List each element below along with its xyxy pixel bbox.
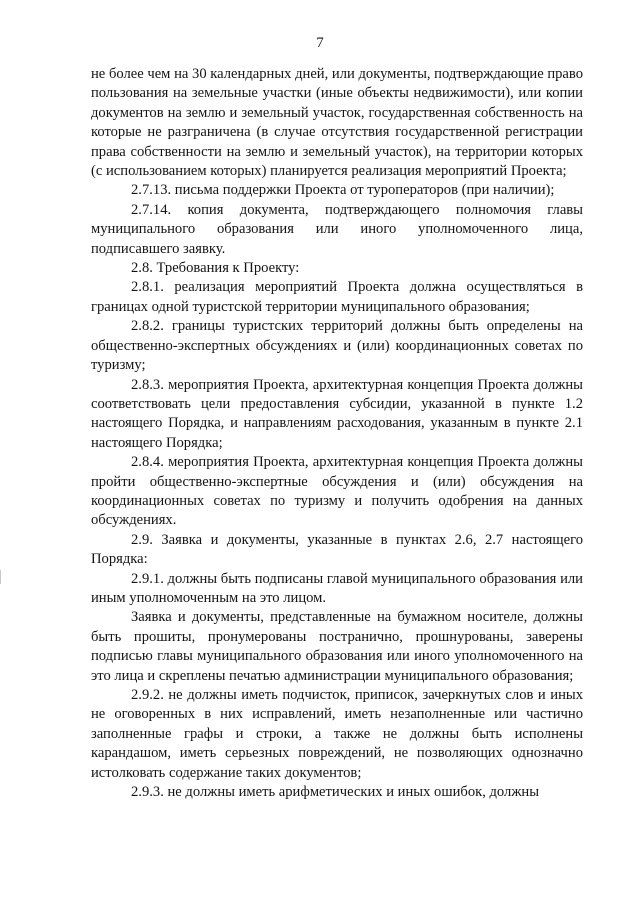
paragraph-2-9-1-note: Заявка и документы, представленные на бумажном носителе, должны быть прошиты, пронумерованы постранично, прошнурованы, заверены подписью главы муниципального образования или иного уполномоченного на это лица и скреплены печатью администрации муниципального образования; — [91, 609, 583, 684]
paragraph-continuation: не более чем на 30 календарных дней, или документы, подтверждающие право пользования на земельные участки (иные объекты недвижимости), или копии документов на землю и земельный участок, государственная собственность на которые не разграничена (в случае отсутствия государственной регистрации права собственности на землю и земельный участок), на территории которых (с использованием которых) планируется реализация мероприятий Проекта; — [91, 66, 583, 180]
paragraph-2-9-2: 2.9.2. не должны иметь подчисток, приписок, зачеркнутых слов и иных не оговоренных в них исправлений, иметь незаполненные или частично заполненные графы и строки, а также не должны быть исполнены карандашом, иметь серьезных повреждений, не позволяющих однозначно истолковать содержание таких документов; — [91, 687, 583, 781]
paragraph-2-8: 2.8. Требования к Проекту: — [131, 260, 300, 277]
paragraph-2-8-3: 2.8.3. мероприятия Проекта, архитектурная концепция Проекта должны соответствовать цели предоставления субсидии, указанной в пункте 1.2 настоящего Порядка, и направлениям расходования, указанным в пункте 2.1 настоящего Порядка; — [91, 376, 583, 451]
document-body — [91, 65, 583, 802]
paragraph-2-9: 2.9. Заявка и документы, указанные в пунктах 2.6, 2.7 настоящего Порядка: — [91, 531, 583, 568]
paragraph-2-8-1: 2.8.1. реализация мероприятий Проекта должна осуществляться в границах одной туристской территории муниципального образования; — [91, 279, 583, 315]
paragraph-2-7-13: 2.7.13. письма поддержки Проекта от туроператоров (при наличии); — [131, 182, 555, 199]
paragraph-2-9-3: 2.9.3. не должны иметь арифметических и иных ошибок, должны — [131, 784, 540, 801]
page-number: 7 — [316, 35, 324, 51]
paragraph-2-8-2: 2.8.2. границы туристских территорий должны быть определены на общественно-экспертных обсуждениях и (или) координационных советах по туризму; — [91, 318, 583, 374]
scan-edge-mark — [0, 570, 7, 584]
paragraph-2-8-4: 2.8.4. мероприятия Проекта, архитектурная концепция Проекта должны пройти общественно-экспертные обсуждения и (или) обсуждения на координационных советах по туризму и получить одобрения на данных обсуждениях. — [91, 454, 583, 529]
paragraph-2-9-1: 2.9.1. должны быть подписаны главой муниципального образования или иным уполномоченным на это лицом. — [91, 570, 583, 606]
paragraph-2-7-14: 2.7.14. копия документа, подтверждающего полномочия главы муниципального образования или иного уполномоченного лица, подписавшего заявку. — [91, 201, 583, 257]
